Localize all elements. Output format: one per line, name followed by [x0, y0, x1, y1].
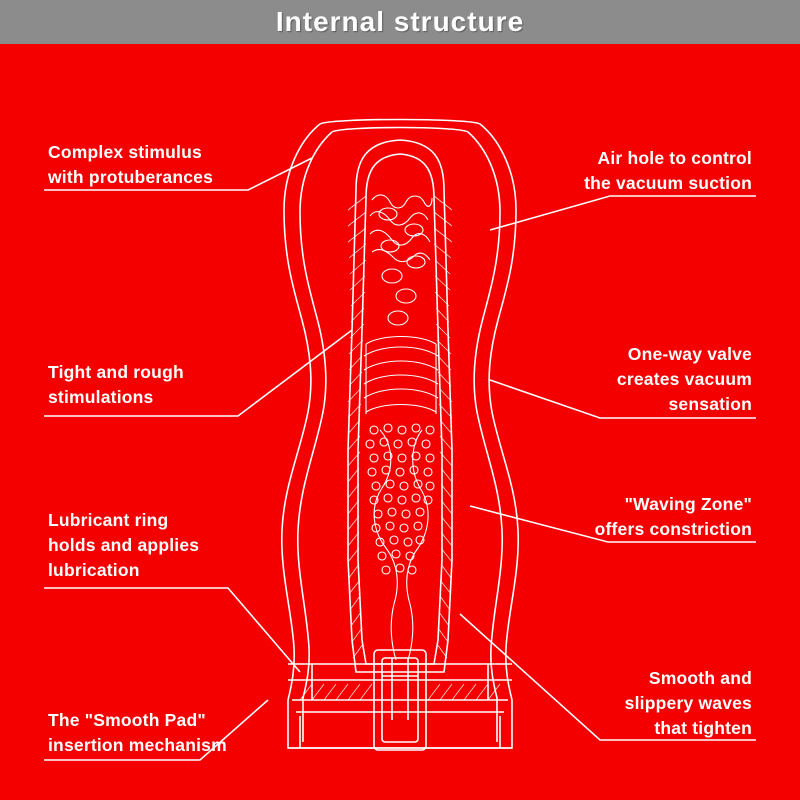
callout-air-hole: Air hole to control the vacuum suction [584, 148, 752, 193]
callout-smooth-waves: Smooth and slippery waves that tighten [624, 668, 752, 738]
leader-air-hole [490, 196, 756, 230]
leader-lubricant-ring [44, 588, 300, 672]
callout-waving-zone: "Waving Zone" offers constriction [594, 494, 752, 539]
callout-tight-rough: Tight and rough stimulations [48, 362, 184, 407]
callout-complex-stimulus: Complex stimulus with protuberances [48, 142, 214, 187]
valve-rib-zone [364, 337, 438, 415]
page-title: Internal structure [275, 6, 525, 37]
protuberance-zone [370, 195, 432, 325]
callout-one-way-valve: One-way valve creates vacuum sensation [616, 344, 752, 414]
callout-smooth-pad: The "Smooth Pad" insertion mechanism [48, 710, 227, 755]
callout-lubricant-ring: Lubricant ring holds and applies lubrication [48, 510, 200, 580]
